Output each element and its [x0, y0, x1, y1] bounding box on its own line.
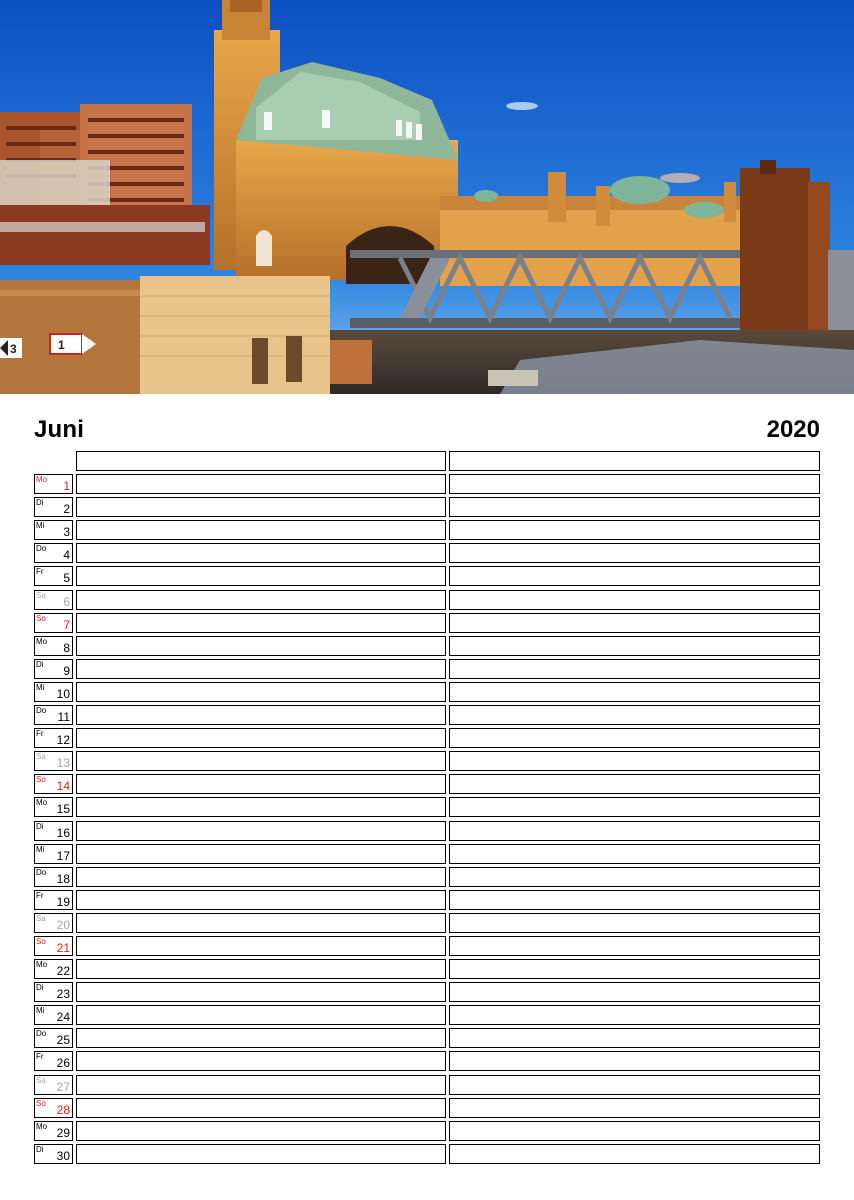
day-cell [34, 1028, 73, 1048]
day-number: 1 [63, 479, 70, 494]
day-cell [34, 543, 73, 563]
day-number: 17 [56, 848, 70, 863]
day-number: 19 [56, 894, 70, 909]
day-cell [34, 659, 73, 679]
entry-cell-2[interactable] [449, 913, 820, 933]
day-row [34, 474, 820, 494]
day-cell [34, 844, 73, 864]
day-cell [34, 497, 73, 517]
year-title: 2020 [766, 416, 820, 443]
header-column-1[interactable] [76, 451, 446, 471]
day-row [34, 867, 820, 887]
entry-cell-1[interactable] [76, 474, 446, 494]
entry-cell-2[interactable] [449, 774, 820, 794]
day-row [34, 751, 820, 771]
day-number: 2 [63, 502, 70, 517]
day-cell [34, 797, 73, 817]
day-name: So [36, 936, 46, 946]
entry-cell-2[interactable] [449, 936, 820, 956]
entry-cell-1[interactable] [76, 659, 446, 679]
entry-cell-1[interactable] [76, 566, 446, 586]
day-row [34, 1051, 820, 1071]
sign-number-right: 1 [58, 338, 65, 352]
day-cell [34, 728, 73, 748]
entry-cell-1[interactable] [76, 774, 446, 794]
day-name: Mo [36, 798, 48, 808]
entry-cell-1[interactable] [76, 844, 446, 864]
day-row [34, 613, 820, 633]
day-name: Di [36, 983, 44, 993]
day-row [34, 636, 820, 656]
entry-cell-2[interactable] [449, 520, 820, 540]
entry-cell-1[interactable] [76, 982, 446, 1002]
day-cell [34, 890, 73, 910]
header-day-cell [34, 451, 71, 469]
entry-cell-2[interactable] [449, 1051, 820, 1071]
day-number: 12 [56, 733, 70, 748]
day-name: Fr [36, 729, 44, 739]
day-number: 23 [56, 987, 70, 1002]
day-name: So [36, 775, 46, 785]
day-number: 14 [56, 779, 70, 794]
entry-cell-2[interactable] [449, 1121, 820, 1141]
day-number: 13 [56, 756, 70, 771]
day-cell [34, 474, 73, 494]
day-cell [34, 936, 73, 956]
day-row [34, 821, 820, 841]
day-name: Mo [36, 636, 48, 646]
day-cell [34, 613, 73, 633]
day-number: 8 [63, 640, 70, 655]
entry-cell-1[interactable] [76, 959, 446, 979]
day-number: 22 [56, 964, 70, 979]
entry-cell-1[interactable] [76, 1121, 446, 1141]
day-cell [34, 1051, 73, 1071]
day-row [34, 497, 820, 517]
day-row [34, 705, 820, 725]
entry-cell-2[interactable] [449, 959, 820, 979]
day-number: 7 [63, 617, 70, 632]
day-row [34, 913, 820, 933]
day-cell [34, 959, 73, 979]
day-cell [34, 1075, 73, 1095]
entry-cell-1[interactable] [76, 520, 446, 540]
day-number: 3 [63, 525, 70, 540]
day-row [34, 659, 820, 679]
day-number: 29 [56, 1125, 70, 1140]
day-row [34, 520, 820, 540]
entry-cell-2[interactable] [449, 497, 820, 517]
day-row [34, 566, 820, 586]
day-cell [34, 520, 73, 540]
day-name: Di [36, 821, 44, 831]
entry-cell-1[interactable] [76, 705, 446, 725]
day-name: Sa [36, 913, 46, 923]
entry-cell-2[interactable] [449, 728, 820, 748]
entry-cell-2[interactable] [449, 613, 820, 633]
day-number: 20 [56, 917, 70, 932]
header-column-2[interactable] [449, 451, 820, 471]
entry-cell-1[interactable] [76, 936, 446, 956]
entry-cell-1[interactable] [76, 1005, 446, 1025]
day-name: Do [36, 544, 47, 554]
entry-cell-1[interactable] [76, 1098, 446, 1118]
day-cell [34, 566, 73, 586]
entry-cell-1[interactable] [76, 751, 446, 771]
entry-cell-1[interactable] [76, 682, 446, 702]
day-name: Do [36, 706, 47, 716]
entry-cell-1[interactable] [76, 890, 446, 910]
day-name: Do [36, 1029, 47, 1039]
day-cell [34, 751, 73, 771]
header-row [34, 451, 820, 471]
day-row [34, 774, 820, 794]
day-name: Mo [36, 475, 48, 485]
day-cell [34, 982, 73, 1002]
entry-cell-2[interactable] [449, 659, 820, 679]
day-number: 21 [56, 940, 70, 955]
day-row [34, 1121, 820, 1141]
entry-cell-1[interactable] [76, 497, 446, 517]
day-number: 15 [56, 802, 70, 817]
day-name: Mi [36, 1006, 45, 1016]
entry-cell-2[interactable] [449, 821, 820, 841]
entry-cell-1[interactable] [76, 543, 446, 563]
calendar-grid [34, 451, 820, 1167]
day-cell [34, 774, 73, 794]
entry-cell-1[interactable] [76, 728, 446, 748]
day-name: Sa [36, 590, 46, 600]
day-row [34, 1028, 820, 1048]
day-cell [34, 1144, 73, 1164]
entry-cell-2[interactable] [449, 797, 820, 817]
entry-cell-1[interactable] [76, 590, 446, 610]
entry-cell-2[interactable] [449, 474, 820, 494]
entry-cell-2[interactable] [449, 1144, 820, 1164]
day-cell [34, 590, 73, 610]
entry-cell-1[interactable] [76, 1028, 446, 1048]
day-cell [34, 1098, 73, 1118]
day-row [34, 936, 820, 956]
month-title: Juni [34, 416, 85, 443]
day-name: Sa [36, 1075, 46, 1085]
day-number: 6 [63, 594, 70, 609]
day-row [34, 890, 820, 910]
entry-cell-1[interactable] [76, 1144, 446, 1164]
day-name: Fr [36, 567, 44, 577]
entry-cell-2[interactable] [449, 751, 820, 771]
day-name: Fr [36, 890, 44, 900]
day-row [34, 1005, 820, 1025]
day-cell [34, 1005, 73, 1025]
day-number: 16 [56, 825, 70, 840]
entry-cell-2[interactable] [449, 1098, 820, 1118]
day-name: Mi [36, 844, 45, 854]
day-number: 25 [56, 1033, 70, 1048]
day-name: Mi [36, 682, 45, 692]
day-name: Mi [36, 521, 45, 531]
entry-cell-2[interactable] [449, 543, 820, 563]
entry-cell-1[interactable] [76, 797, 446, 817]
day-number: 11 [57, 710, 70, 725]
day-name: Sa [36, 752, 46, 762]
day-row [34, 959, 820, 979]
day-cell [34, 867, 73, 887]
landungsbruecken-photo [0, 0, 854, 394]
entry-cell-2[interactable] [449, 1075, 820, 1095]
header-photo [0, 0, 854, 394]
day-cell [34, 913, 73, 933]
day-name: Di [36, 659, 44, 669]
day-number: 26 [56, 1056, 70, 1071]
day-number: 9 [63, 663, 70, 678]
day-number: 24 [56, 1010, 70, 1025]
entry-cell-2[interactable] [449, 566, 820, 586]
day-number: 4 [63, 548, 70, 563]
day-row [34, 1144, 820, 1164]
day-name: So [36, 613, 46, 623]
day-row [34, 1098, 820, 1118]
entry-cell-2[interactable] [449, 1028, 820, 1048]
entry-cell-1[interactable] [76, 867, 446, 887]
entry-cell-2[interactable] [449, 636, 820, 656]
day-number: 18 [56, 871, 70, 886]
day-name: Fr [36, 1052, 44, 1062]
day-name: So [36, 1098, 46, 1108]
entry-cell-2[interactable] [449, 982, 820, 1002]
entry-cell-2[interactable] [449, 682, 820, 702]
day-number: 5 [63, 571, 70, 586]
day-name: Di [36, 1144, 44, 1154]
day-number: 10 [56, 686, 70, 701]
day-cell [34, 636, 73, 656]
sign-number-left: 3 [10, 342, 17, 356]
day-cell [34, 682, 73, 702]
day-number: 30 [56, 1148, 70, 1163]
entry-cell-2[interactable] [449, 705, 820, 725]
day-row [34, 1075, 820, 1095]
day-number: 27 [56, 1079, 70, 1094]
entry-cell-1[interactable] [76, 636, 446, 656]
entry-cell-2[interactable] [449, 1005, 820, 1025]
entry-cell-2[interactable] [449, 867, 820, 887]
day-row [34, 682, 820, 702]
day-name: Mo [36, 1121, 48, 1131]
entry-cell-2[interactable] [449, 590, 820, 610]
entry-cell-2[interactable] [449, 890, 820, 910]
entry-cell-2[interactable] [449, 844, 820, 864]
day-row [34, 844, 820, 864]
entry-cell-1[interactable] [76, 613, 446, 633]
day-row [34, 728, 820, 748]
day-name: Do [36, 867, 47, 877]
day-name: Di [36, 498, 44, 508]
day-cell [34, 1121, 73, 1141]
day-cell [34, 705, 73, 725]
day-row [34, 590, 820, 610]
entry-cell-1[interactable] [76, 1075, 446, 1095]
day-number: 28 [56, 1102, 70, 1117]
entry-cell-1[interactable] [76, 913, 446, 933]
day-cell [34, 821, 73, 841]
day-row [34, 543, 820, 563]
entry-cell-1[interactable] [76, 1051, 446, 1071]
day-name: Mo [36, 960, 48, 970]
day-row [34, 797, 820, 817]
day-row [34, 982, 820, 1002]
entry-cell-1[interactable] [76, 821, 446, 841]
